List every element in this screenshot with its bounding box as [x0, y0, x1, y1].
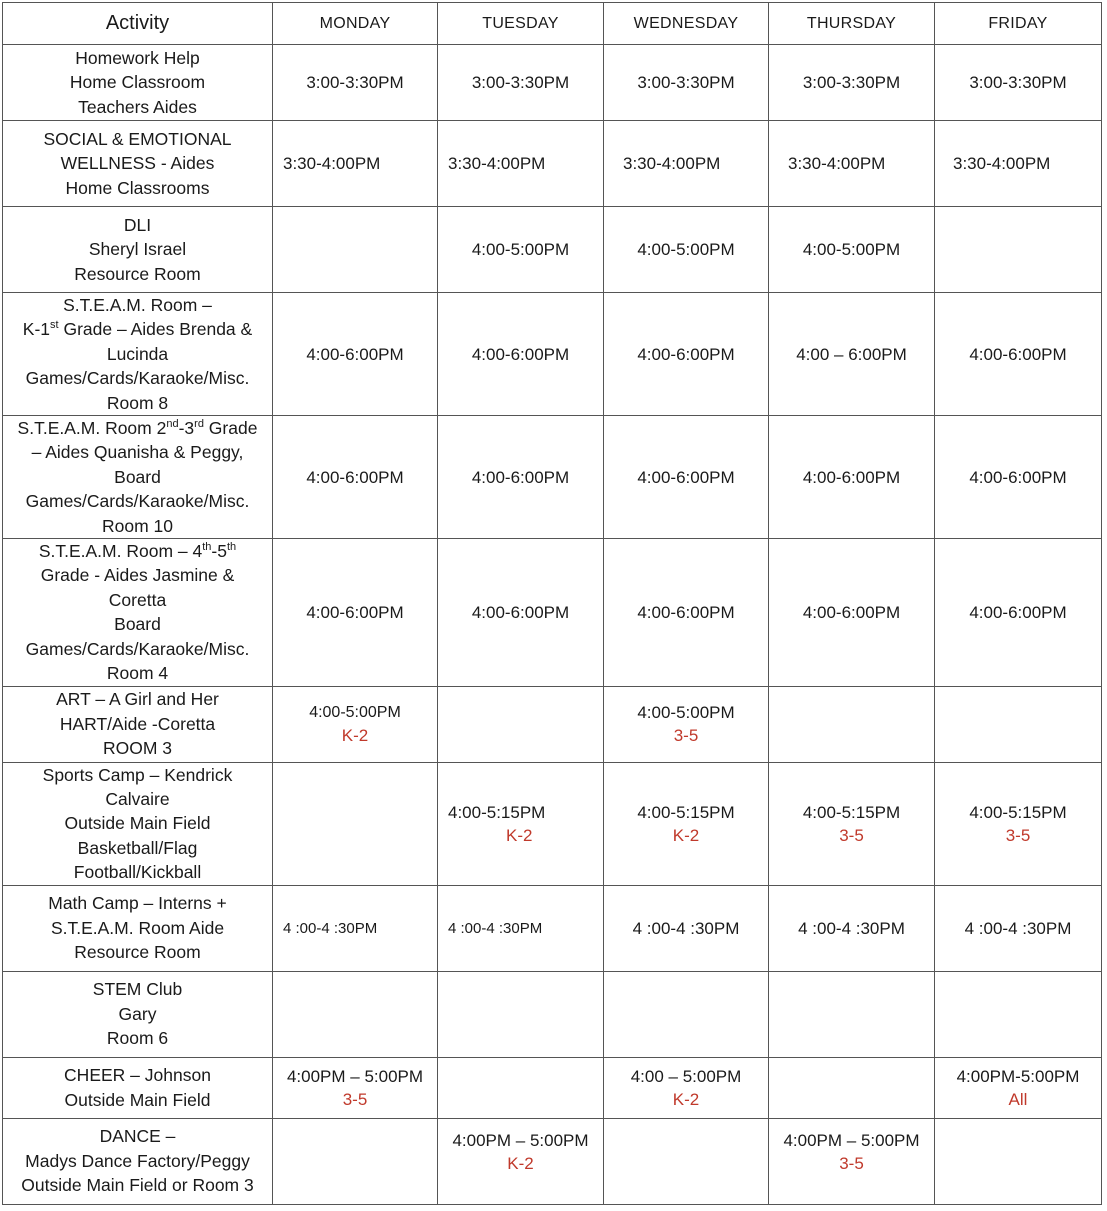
- tuesday-cell: [438, 1057, 604, 1118]
- tuesday-cell: [438, 293, 604, 416]
- wednesday-cell: [604, 885, 769, 971]
- activity-cell: [3, 207, 273, 293]
- grade-label: 3-5: [673, 726, 699, 745]
- activity-text: K-1: [22, 319, 51, 340]
- thursday-cell: [769, 971, 935, 1057]
- time-text: 4:00PM – 5:00PM: [286, 1066, 424, 1086]
- time-text: 3:30-4:00PM: [283, 154, 381, 173]
- table-row: [3, 207, 1102, 293]
- activity-line: Outside Main Field: [64, 1089, 211, 1110]
- monday-cell: [273, 1118, 438, 1204]
- grade-label: 3-5: [839, 1153, 864, 1173]
- ordinal-suffix: th: [226, 541, 237, 554]
- activity-line: – Aides Quanisha & Peggy,: [31, 442, 244, 463]
- activity-line: Board: [114, 614, 161, 635]
- time-text: 4 :00-4 :30PM: [964, 918, 1072, 938]
- activity-text: -3: [178, 418, 195, 439]
- table-row: [3, 45, 1102, 121]
- time-text: 3:00-3:30PM: [306, 73, 404, 92]
- activity-line: Room 10: [101, 515, 173, 536]
- time-text: 4:00-6:00PM: [306, 467, 404, 487]
- thursday-cell: [769, 1057, 935, 1118]
- tuesday-cell: [438, 885, 604, 971]
- friday-cell: [935, 971, 1102, 1057]
- activity-text: S.T.E.A.M. Room – 4: [38, 541, 203, 562]
- activity-line: Grade - Aides Jasmine &: [40, 565, 235, 586]
- thursday-cell: [769, 121, 935, 207]
- activity-line: S.T.E.A.M. Room Aide: [50, 917, 225, 938]
- header-activity: Activity: [3, 3, 273, 45]
- activity-line: Football/Kickball: [73, 862, 202, 883]
- thursday-cell: [769, 416, 935, 539]
- table-row: [3, 1057, 1102, 1118]
- activity-line: Gary: [118, 1003, 157, 1024]
- activity-line: ART – A Girl and Her: [56, 689, 219, 710]
- activity-cell: [3, 293, 273, 416]
- activity-line: S.T.E.A.M. Room –: [63, 295, 212, 315]
- header-monday: MONDAY: [273, 3, 438, 45]
- tuesday-cell: [438, 207, 604, 293]
- time-text: 4:00-6:00PM: [306, 602, 404, 622]
- grade-label: K-2: [341, 726, 369, 745]
- time-text: 4:00-5:15PM: [802, 802, 901, 822]
- table-row: [3, 293, 1102, 416]
- grade-label: K-2: [507, 1153, 534, 1173]
- monday-cell: [273, 293, 438, 416]
- friday-cell: [935, 1118, 1102, 1204]
- friday-cell: [935, 885, 1102, 971]
- activity-line: Sheryl Israel: [88, 239, 187, 260]
- table-row: [3, 686, 1102, 762]
- table-row: [3, 885, 1102, 971]
- time-text: 4:00-5:15PM: [969, 802, 1067, 822]
- activity-line: STEM Club: [92, 979, 183, 1000]
- ordinal-suffix: nd: [166, 418, 179, 431]
- activity-line: Room 6: [106, 1028, 169, 1049]
- table-row: [3, 971, 1102, 1057]
- thursday-cell: [769, 885, 935, 971]
- monday-cell: [273, 121, 438, 207]
- activity-line: CHEER – Johnson: [64, 1065, 211, 1086]
- activity-cell: [3, 762, 273, 885]
- activity-cell: [3, 971, 273, 1057]
- friday-cell: [935, 293, 1102, 416]
- header-row: [3, 3, 1102, 45]
- friday-cell: [935, 539, 1102, 686]
- friday-cell: [935, 1057, 1102, 1118]
- friday-cell: [935, 762, 1102, 885]
- thursday-cell: [769, 1118, 935, 1204]
- time-text: 4:00-6:00PM: [802, 602, 901, 622]
- time-text: 4:00PM – 5:00PM: [452, 1130, 589, 1150]
- time-text: 4 :00-4 :30PM: [283, 919, 378, 937]
- wednesday-cell: [604, 293, 769, 416]
- monday-cell: [273, 416, 438, 539]
- tuesday-cell: [438, 686, 604, 762]
- ordinal-suffix: th: [202, 541, 212, 554]
- grade-label: K-2: [506, 825, 533, 845]
- activity-cell: [3, 45, 273, 121]
- activity-cell: [3, 686, 273, 762]
- header-friday: FRIDAY: [935, 3, 1102, 45]
- time-text: 4:00-5:00PM: [309, 704, 401, 721]
- activity-cell: [3, 1118, 273, 1204]
- activity-line: Games/Cards/Karaoke/Misc.: [25, 638, 250, 659]
- wednesday-cell: [604, 121, 769, 207]
- time-text: 4:00-5:15PM: [448, 802, 546, 822]
- grade-label: K-2: [672, 825, 700, 845]
- time-text: 4:00-6:00PM: [637, 344, 735, 364]
- monday-cell: [273, 45, 438, 121]
- time-text: 4:00-6:00PM: [969, 602, 1067, 622]
- activity-line: Games/Cards/Karaoke/Misc.: [25, 368, 250, 389]
- time-text: 4:00-5:00PM: [637, 240, 735, 259]
- activity-line: Teachers Aides: [78, 96, 197, 117]
- tuesday-cell: [438, 1118, 604, 1204]
- thursday-cell: [769, 207, 935, 293]
- time-text: 4:00-6:00PM: [969, 467, 1067, 487]
- activity-line: Home Classrooms: [65, 177, 210, 198]
- time-text: 4:00 – 6:00PM: [796, 344, 907, 364]
- activity-text: Grade – Aides Brenda &: [58, 319, 253, 340]
- activity-cell: [3, 1057, 273, 1118]
- monday-cell: [273, 539, 438, 686]
- time-text: 4:00-6:00PM: [969, 344, 1067, 364]
- table-row: [3, 1118, 1102, 1204]
- activity-line: Madys Dance Factory/Peggy: [25, 1150, 250, 1171]
- time-text: 4:00-5:00PM: [802, 240, 901, 259]
- activity-cell: [3, 539, 273, 686]
- activity-line: [3, 416, 272, 440]
- activity-line: DLI: [123, 214, 152, 235]
- activity-line: Coretta: [108, 589, 167, 610]
- wednesday-cell: [604, 45, 769, 121]
- time-text: 3:30-4:00PM: [953, 154, 1051, 173]
- time-text: 4:00-5:15PM: [637, 802, 735, 822]
- ordinal-suffix: rd: [194, 418, 204, 431]
- time-text: 3:30-4:00PM: [448, 154, 546, 173]
- activity-line: Home Classroom: [69, 72, 206, 93]
- tuesday-cell: [438, 45, 604, 121]
- thursday-cell: [769, 45, 935, 121]
- activity-text: S.T.E.A.M. Room 2: [17, 418, 167, 439]
- time-text: 4 :00-4 :30PM: [632, 918, 740, 938]
- time-text: 4:00PM-5:00PM: [956, 1066, 1080, 1086]
- activity-cell: [3, 416, 273, 539]
- tuesday-cell: [438, 121, 604, 207]
- tuesday-cell: [438, 762, 604, 885]
- time-text: 3:00-3:30PM: [969, 73, 1067, 92]
- time-text: 4:00-6:00PM: [637, 467, 735, 487]
- grade-label: K-2: [672, 1089, 700, 1109]
- activity-line: Lucinda: [106, 343, 169, 364]
- time-text: 3:00-3:30PM: [802, 73, 901, 92]
- wednesday-cell: [604, 971, 769, 1057]
- activity-line: Room 8: [106, 392, 169, 413]
- grade-label: 3-5: [1005, 825, 1031, 845]
- activity-line: [3, 539, 272, 563]
- activity-line: SOCIAL & EMOTIONAL: [43, 128, 232, 149]
- activity-cell: [3, 885, 273, 971]
- time-text: 4:00-6:00PM: [471, 602, 570, 622]
- wednesday-cell: [604, 686, 769, 762]
- activity-line: Outside Main Field or Room 3: [21, 1175, 254, 1196]
- schedule-table: [2, 2, 1102, 1205]
- time-text: 4:00-6:00PM: [471, 467, 570, 487]
- wednesday-cell: [604, 416, 769, 539]
- monday-cell: [273, 762, 438, 885]
- activity-line: DANCE –: [99, 1126, 176, 1147]
- time-text: 4:00 – 5:00PM: [630, 1066, 742, 1086]
- tuesday-cell: [438, 416, 604, 539]
- thursday-cell: [769, 539, 935, 686]
- time-text: 3:30-4:00PM: [623, 154, 721, 173]
- monday-cell: [273, 885, 438, 971]
- activity-line: Calvaire: [105, 788, 170, 809]
- time-text: 4 :00-4 :30PM: [448, 919, 543, 937]
- activity-text: -5: [211, 541, 227, 562]
- monday-cell: [273, 971, 438, 1057]
- tuesday-cell: [438, 539, 604, 686]
- activity-line: Homework Help: [75, 47, 200, 68]
- table-row: [3, 762, 1102, 885]
- activity-line: Resource Room: [74, 942, 201, 963]
- activity-line: [3, 317, 272, 341]
- friday-cell: [935, 207, 1102, 293]
- wednesday-cell: [604, 539, 769, 686]
- time-text: 3:30-4:00PM: [788, 154, 886, 173]
- activity-line: Basketball/Flag: [77, 837, 198, 858]
- activity-line: WELLNESS - Aides: [60, 153, 215, 174]
- time-text: 4:00-6:00PM: [471, 344, 570, 364]
- activity-line: Outside Main Field: [64, 813, 211, 834]
- thursday-cell: [769, 762, 935, 885]
- grade-label: All: [1008, 1089, 1028, 1109]
- tuesday-cell: [438, 971, 604, 1057]
- wednesday-cell: [604, 762, 769, 885]
- header-tuesday: TUESDAY: [438, 3, 604, 45]
- monday-cell: [273, 207, 438, 293]
- activity-line: Board: [114, 466, 161, 487]
- time-text: 4:00-5:00PM: [637, 703, 735, 722]
- friday-cell: [935, 416, 1102, 539]
- monday-cell: [273, 686, 438, 762]
- friday-cell: [935, 45, 1102, 121]
- time-text: 4:00-6:00PM: [306, 344, 404, 364]
- table-row: [3, 539, 1102, 686]
- activity-line: Room 4: [106, 663, 169, 684]
- grade-label: 3-5: [839, 825, 864, 845]
- friday-cell: [935, 686, 1102, 762]
- time-text: 4:00-6:00PM: [802, 467, 901, 487]
- table-row: [3, 416, 1102, 539]
- header-thursday: THURSDAY: [769, 3, 935, 45]
- time-text: 4 :00-4 :30PM: [798, 918, 905, 938]
- activity-line: Games/Cards/Karaoke/Misc.: [25, 491, 250, 512]
- activity-line: Resource Room: [74, 263, 201, 284]
- table-row: [3, 121, 1102, 207]
- time-text: 4:00-5:00PM: [471, 240, 570, 259]
- wednesday-cell: [604, 1118, 769, 1204]
- activity-line: ROOM 3: [102, 738, 173, 759]
- time-text: 3:00-3:30PM: [637, 73, 735, 92]
- time-text: 4:00PM – 5:00PM: [783, 1130, 920, 1150]
- header-wednesday: WEDNESDAY: [604, 3, 769, 45]
- ordinal-suffix: st: [50, 319, 59, 332]
- activity-cell: [3, 121, 273, 207]
- wednesday-cell: [604, 1057, 769, 1118]
- activity-line: Sports Camp – Kendrick: [42, 764, 233, 785]
- grade-label: 3-5: [342, 1089, 368, 1109]
- friday-cell: [935, 121, 1102, 207]
- activity-text: Grade: [203, 418, 258, 439]
- time-text: 4:00-6:00PM: [637, 602, 735, 622]
- thursday-cell: [769, 686, 935, 762]
- monday-cell: [273, 1057, 438, 1118]
- thursday-cell: [769, 293, 935, 416]
- activity-line: Math Camp – Interns +: [48, 893, 227, 914]
- time-text: 3:00-3:30PM: [471, 73, 570, 92]
- activity-line: HART/Aide -Coretta: [59, 713, 216, 734]
- wednesday-cell: [604, 207, 769, 293]
